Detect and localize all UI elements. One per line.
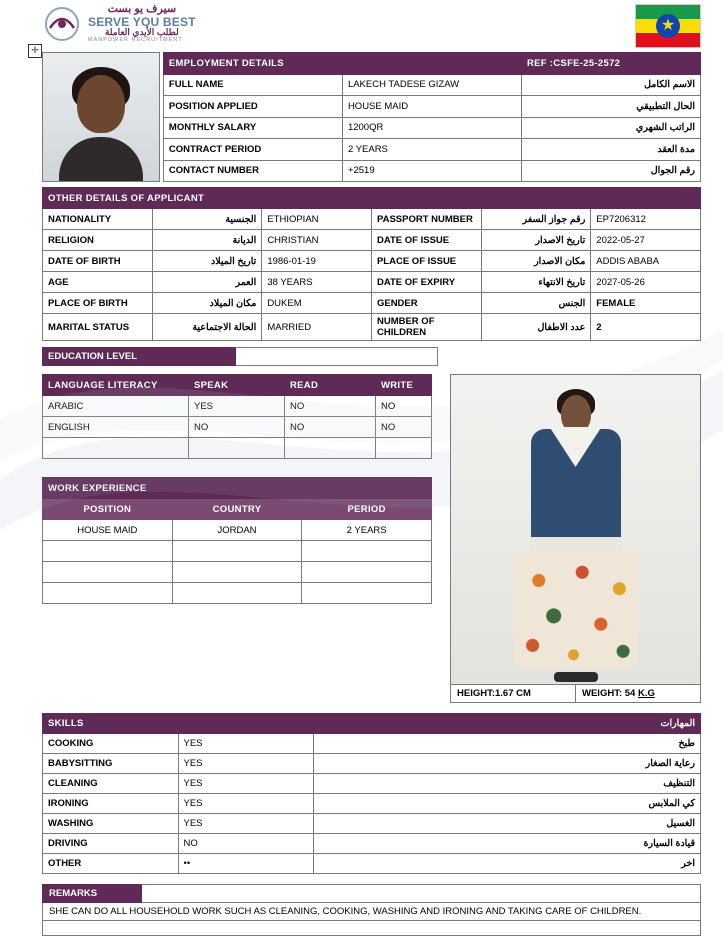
row-write: NO <box>376 417 432 438</box>
row-label-ar2: رقم جواز السفر <box>481 209 591 230</box>
row-label-ar: الحالة الاجتماعية <box>152 314 262 341</box>
skill-arabic: اخر <box>314 854 701 874</box>
row-country: JORDAN <box>172 520 302 541</box>
skills-section <box>42 713 701 874</box>
row-read <box>285 438 376 459</box>
row-value2: ADDIS ABABA <box>591 251 701 272</box>
row-period: 2 YEARS <box>302 520 432 541</box>
row-language: ARABIC <box>43 396 189 417</box>
row-value: +2519 <box>342 160 521 182</box>
row-label-en: DATE OF BIRTH <box>43 251 153 272</box>
row-label-en: NATIONALITY <box>43 209 153 230</box>
employment-title: EMPLOYMENT DETAILS <box>163 53 521 75</box>
skill-arabic: الغسيل <box>314 814 701 834</box>
language-col-header: LANGUAGE LITERACY <box>43 375 189 396</box>
logo-arabic-top: سيرف يو بست <box>107 3 177 16</box>
other-details-section <box>42 187 701 341</box>
row-label: CONTACT NUMBER <box>163 160 342 182</box>
row-label-en2: GENDER <box>371 293 481 314</box>
row-label-en2: PLACE OF ISSUE <box>371 251 481 272</box>
logo-english: SERVE YOU BEST <box>88 14 196 29</box>
row-speak: YES <box>189 396 285 417</box>
weight-label: WEIGHT: 54 <box>582 688 636 699</box>
table-row <box>43 314 701 341</box>
remarks-title: REMARKS <box>42 884 142 903</box>
row-write <box>376 438 432 459</box>
weight-unit: K.G <box>637 688 655 699</box>
row-label-ar2: تاريخ الانتهاء <box>481 272 591 293</box>
weight-value <box>576 684 701 703</box>
row-arabic: رقم الجوال <box>521 160 700 182</box>
row-label: FULL NAME <box>163 74 342 96</box>
logo-subtitle: MANPOWER RECRUITMENT <box>88 36 183 43</box>
skill-name: CLEANING <box>43 774 179 794</box>
skill-name: OTHER <box>43 854 179 874</box>
row-label-en2: PASSPORT NUMBER <box>371 209 481 230</box>
skill-name: BABYSITTING <box>43 754 179 774</box>
row-label-en2: DATE OF EXPIRY <box>371 272 481 293</box>
table-row <box>43 541 432 562</box>
table-row <box>163 139 700 161</box>
skill-value: YES <box>178 814 314 834</box>
skills-title: SKILLS <box>43 714 314 734</box>
skill-value: YES <box>178 754 314 774</box>
row-label-en: PLACE OF BIRTH <box>43 293 153 314</box>
row-label-ar: مكان الميلاد <box>152 293 262 314</box>
skill-name: WASHING <box>43 814 179 834</box>
row-country <box>172 541 302 562</box>
row-label-ar: الجنسية <box>152 209 262 230</box>
table-row <box>43 230 701 251</box>
write-col-header: WRITE <box>376 375 432 396</box>
row-value: ETHIOPIAN <box>262 209 372 230</box>
table-row <box>163 74 700 96</box>
work-experience-table <box>42 477 432 604</box>
row-label-en: RELIGION <box>43 230 153 251</box>
row-period <box>302 541 432 562</box>
row-value2: 2027-05-26 <box>591 272 701 293</box>
row-arabic: الحال التطبيقي <box>521 96 700 118</box>
table-row <box>163 96 700 118</box>
row-period <box>302 583 432 604</box>
ethiopia-flag-icon: ★ <box>635 4 701 48</box>
row-label: MONTHLY SALARY <box>163 117 342 139</box>
top-section <box>42 52 701 182</box>
row-label-ar2: عدد الاطفال <box>481 314 591 341</box>
table-row <box>43 272 701 293</box>
row-language <box>43 438 189 459</box>
table-row <box>43 774 701 794</box>
speak-col-header: SPEAK <box>189 375 285 396</box>
row-read: NO <box>285 417 376 438</box>
table-row <box>163 160 700 182</box>
skill-value: •• <box>178 854 314 874</box>
skills-table <box>42 713 701 874</box>
table-row <box>43 814 701 834</box>
logo-arabic-bottom: لطلب الأيدي العاملة <box>104 27 179 38</box>
row-label-ar2: مكان الاصدار <box>481 251 591 272</box>
skill-value: YES <box>178 774 314 794</box>
skill-arabic: قيادة السيارة <box>314 834 701 854</box>
skill-value: YES <box>178 794 314 814</box>
remarks-section <box>42 884 701 936</box>
applicant-portrait-photo <box>42 52 160 182</box>
skill-arabic: كي الملابس <box>314 794 701 814</box>
table-row <box>43 417 432 438</box>
table-row <box>43 754 701 774</box>
employment-ref: REF :CSFE-25-2572 <box>521 53 700 75</box>
row-value2: 2 <box>591 314 701 341</box>
education-value <box>236 347 438 366</box>
row-label-en2: NUMBER OF CHILDREN <box>371 314 481 341</box>
row-value: 38 YEARS <box>262 272 372 293</box>
skill-name: IRONING <box>43 794 179 814</box>
education-title: EDUCATION LEVEL <box>42 347 236 366</box>
skill-name: COOKING <box>43 734 179 754</box>
employment-details-table <box>163 52 701 182</box>
table-row <box>43 251 701 272</box>
other-details-table <box>42 187 701 341</box>
table-row <box>43 293 701 314</box>
row-label-ar: تاريخ الميلاد <box>152 251 262 272</box>
row-speak <box>189 438 285 459</box>
work-experience-title: WORK EXPERIENCE <box>43 478 432 499</box>
row-country <box>172 562 302 583</box>
row-period <box>302 562 432 583</box>
remarks-text: SHE CAN DO ALL HOUSEHOLD WORK SUCH AS CLEANING, COOKING, WASHING AND IRONING AND TAKING CARE OF CHILDREN. <box>42 903 701 921</box>
period-col-header: PERIOD <box>302 499 432 520</box>
table-row <box>43 583 432 604</box>
row-label-ar: الديانة <box>152 230 262 251</box>
row-arabic: الاسم الكامل <box>521 74 700 96</box>
row-value: 2 YEARS <box>342 139 521 161</box>
row-position <box>43 541 173 562</box>
height-value: HEIGHT:1.67 CM <box>450 684 576 703</box>
middle-section <box>42 374 701 703</box>
table-row <box>43 834 701 854</box>
row-label-ar: العمر <box>152 272 262 293</box>
row-label: POSITION APPLIED <box>163 96 342 118</box>
row-value: HOUSE MAID <box>342 96 521 118</box>
education-section <box>42 347 701 366</box>
read-col-header: READ <box>285 375 376 396</box>
row-value: CHRISTIAN <box>262 230 372 251</box>
table-row <box>43 794 701 814</box>
row-language: ENGLISH <box>43 417 189 438</box>
country-col-header: COUNTRY <box>172 499 302 520</box>
skill-value: NO <box>178 834 314 854</box>
language-literacy-table <box>42 374 432 459</box>
logo-icon <box>42 4 82 44</box>
row-write: NO <box>376 396 432 417</box>
table-row <box>43 209 701 230</box>
row-value: MARRIED <box>262 314 372 341</box>
row-value: 1986-01-19 <box>262 251 372 272</box>
row-label-ar2: الجنس <box>481 293 591 314</box>
move-handle-icon[interactable]: ✛ <box>28 44 42 58</box>
row-value: LAKECH TADESE GIZAW <box>342 74 521 96</box>
row-position: HOUSE MAID <box>43 520 173 541</box>
skill-name: DRIVING <box>43 834 179 854</box>
skill-value: YES <box>178 734 314 754</box>
document-header <box>0 0 723 55</box>
row-value2: 2022-05-27 <box>591 230 701 251</box>
table-row <box>43 396 432 417</box>
position-col-header: POSITION <box>43 499 173 520</box>
table-row <box>43 562 432 583</box>
row-label-ar2: تاريخ الاصدار <box>481 230 591 251</box>
skill-arabic: التنظيف <box>314 774 701 794</box>
row-value: DUKEM <box>262 293 372 314</box>
table-row <box>163 117 700 139</box>
row-label-en: AGE <box>43 272 153 293</box>
measurements-row <box>450 684 701 703</box>
row-speak: NO <box>189 417 285 438</box>
table-row <box>43 520 432 541</box>
row-position <box>43 583 173 604</box>
remarks-extra <box>42 921 701 936</box>
row-read: NO <box>285 396 376 417</box>
table-row <box>43 438 432 459</box>
table-row <box>43 734 701 754</box>
row-label: CONTRACT PERIOD <box>163 139 342 161</box>
row-label-en: MARITAL STATUS <box>43 314 153 341</box>
row-value2: FEMALE <box>591 293 701 314</box>
skill-arabic: رعاية الصغار <box>314 754 701 774</box>
row-position <box>43 562 173 583</box>
table-row <box>43 854 701 874</box>
row-arabic: مدة العقد <box>521 139 700 161</box>
row-value2: EP7206312 <box>591 209 701 230</box>
row-value: 1200QR <box>342 117 521 139</box>
row-arabic: الراتب الشهري <box>521 117 700 139</box>
company-logo <box>42 4 196 44</box>
other-details-title: OTHER DETAILS OF APPLICANT <box>43 188 701 209</box>
remarks-header-fill <box>142 884 701 903</box>
row-label-en2: DATE OF ISSUE <box>371 230 481 251</box>
row-country <box>172 583 302 604</box>
applicant-full-body-photo <box>450 374 701 685</box>
skill-arabic: طبخ <box>314 734 701 754</box>
skills-title-arabic: المهارات <box>314 714 701 734</box>
